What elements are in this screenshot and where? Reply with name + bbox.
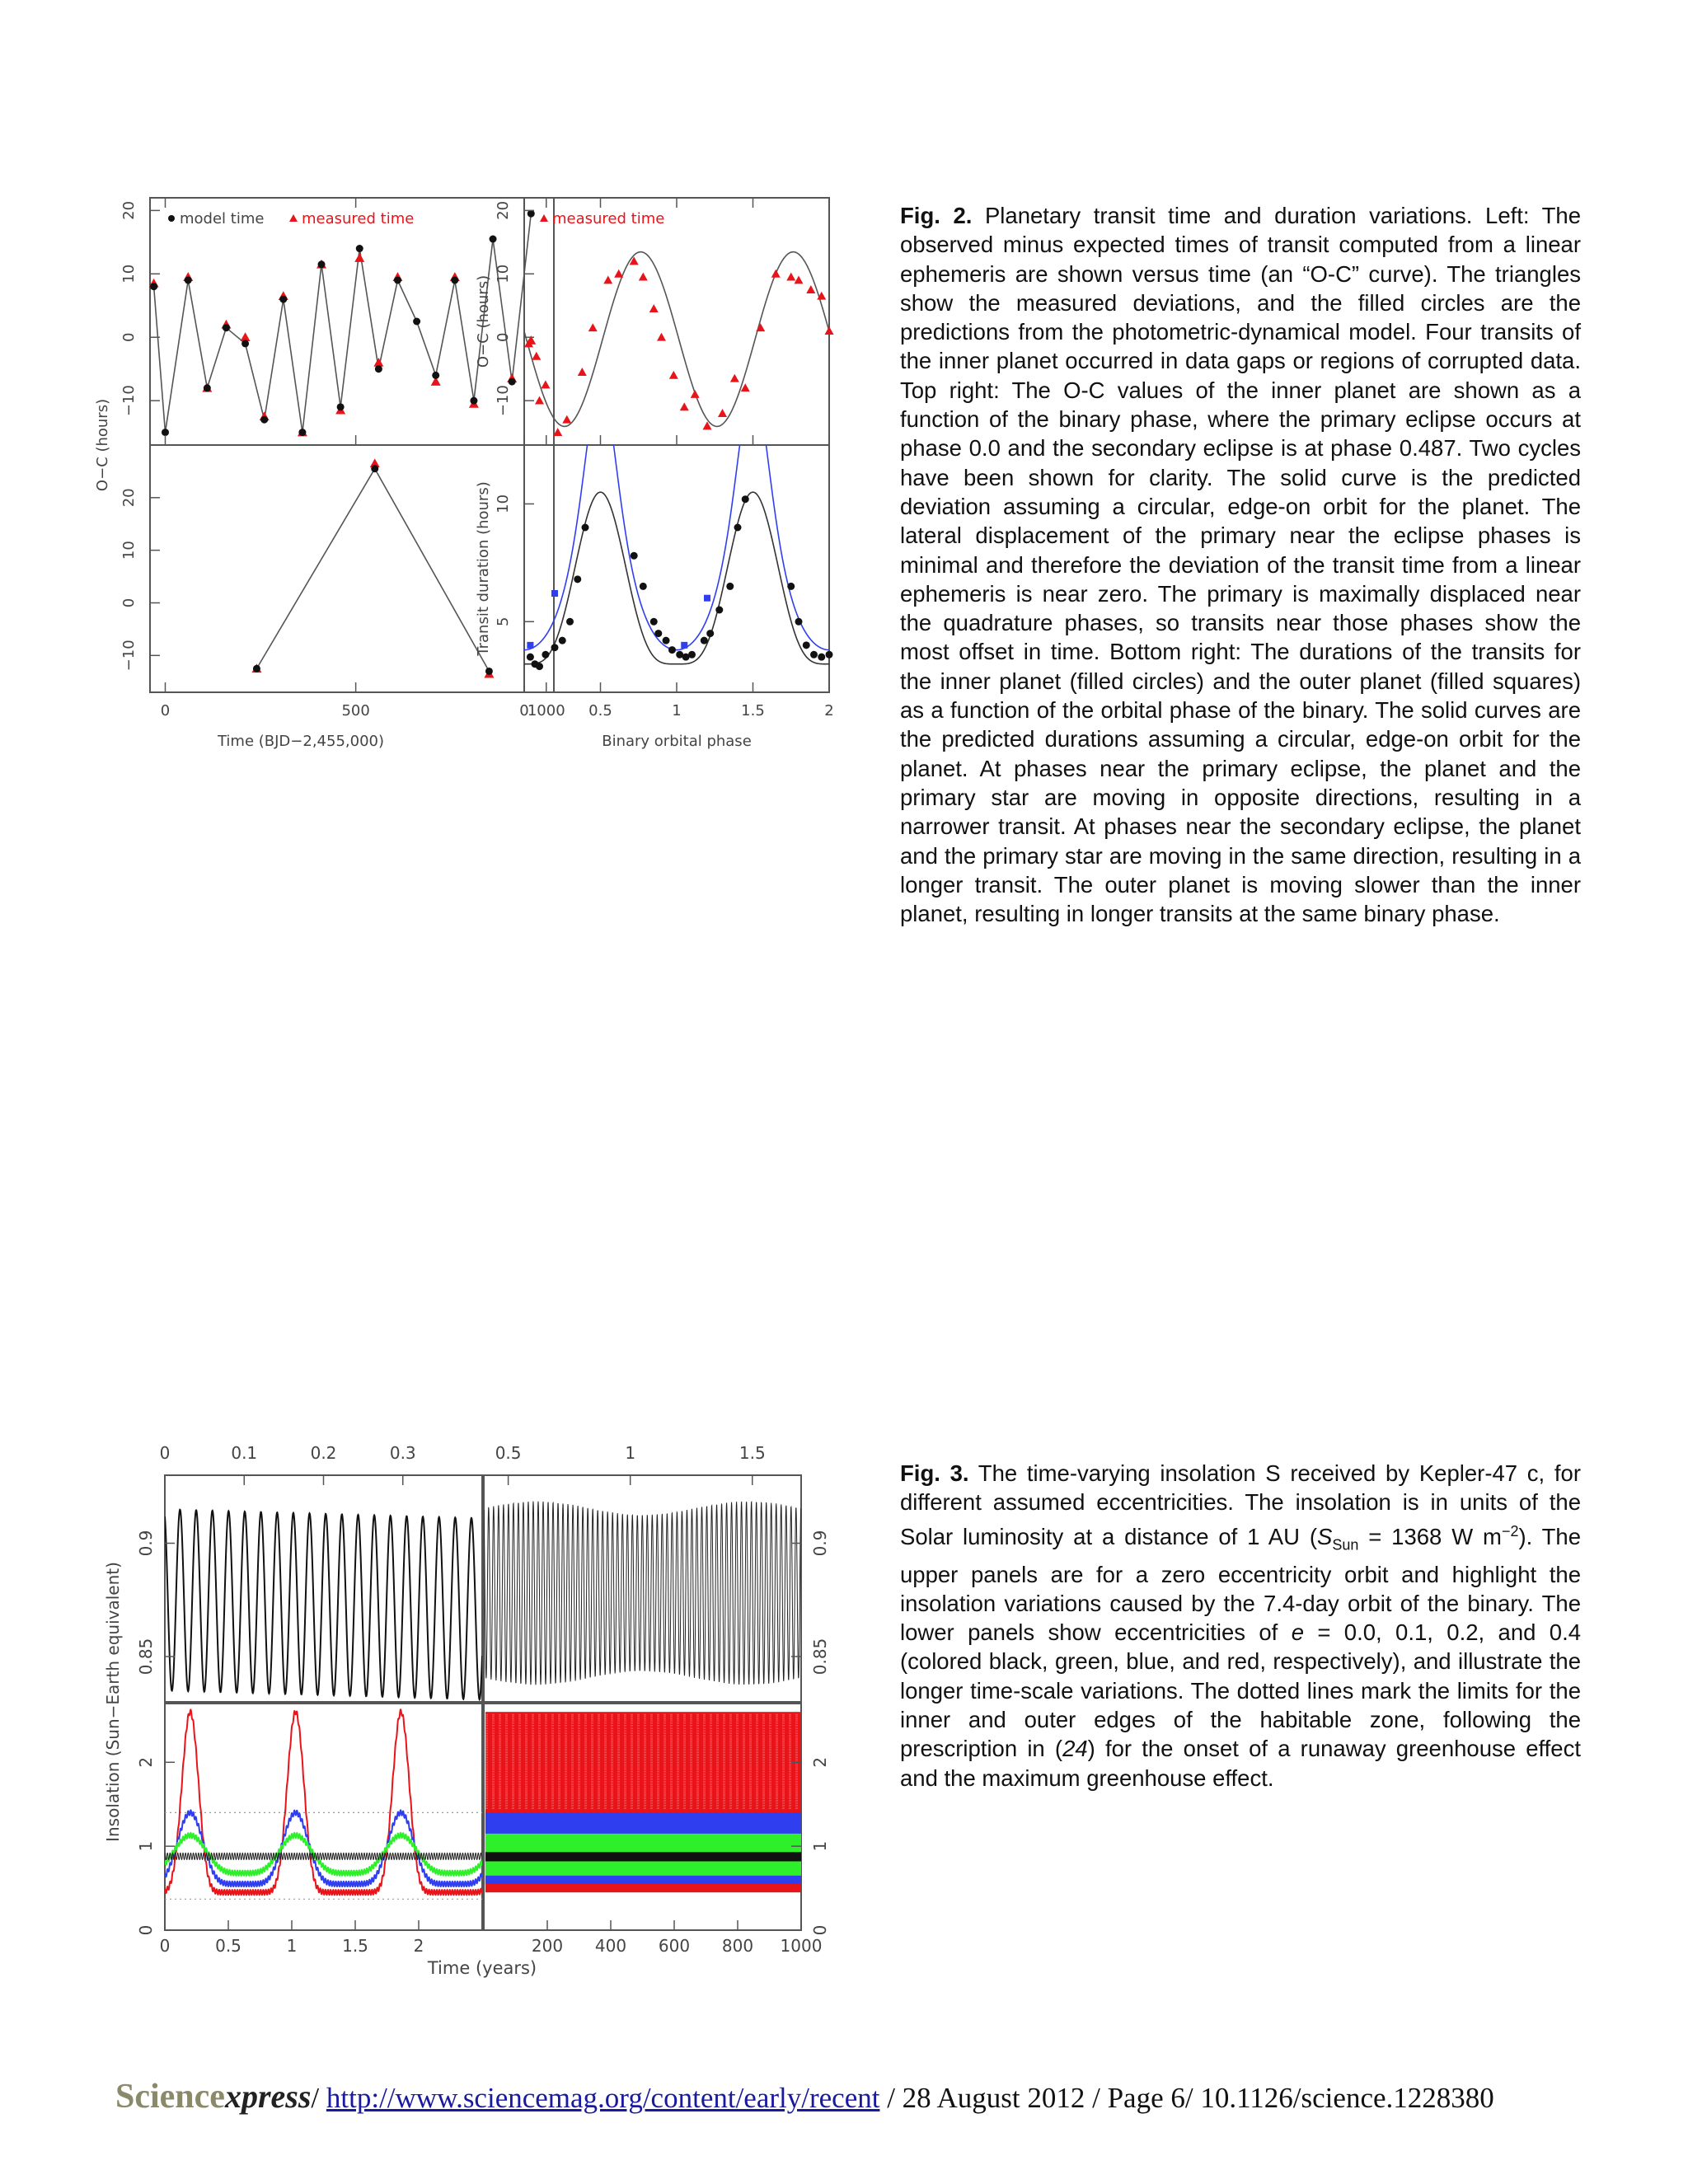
measured-time-marker xyxy=(730,374,739,382)
fig2-right-bottom-ylabel: Transit duration (hours) xyxy=(475,481,492,656)
fig3-caption-text-5: ) for the onset of a runaway greenhouse effect and the maximum greenhouse effect. xyxy=(900,1736,1581,1791)
fig3-xlabel: Time (years) xyxy=(427,1958,537,1978)
x-tick-label: 1000 xyxy=(780,1936,823,1956)
y-tick-label: 20 xyxy=(495,200,512,220)
inner-planet-marker xyxy=(810,651,818,658)
y-tick-label: 0 xyxy=(136,1924,156,1936)
model-time-marker xyxy=(253,665,260,673)
x-tick-label: 1.5 xyxy=(738,1443,766,1463)
fig3-bottom-left-frame xyxy=(165,1704,482,1930)
inner-planet-marker xyxy=(826,651,833,658)
inner-planet-marker xyxy=(663,637,670,644)
fig3-bottom-right-series xyxy=(485,1712,803,1892)
legend-model-marker xyxy=(168,215,175,222)
measured-time-marker xyxy=(614,269,623,278)
fig2-caption xyxy=(900,201,1581,928)
fig3-caption-text-1: The time-varying insolation S received by Kepler-47 c, for different assumed eccentricities. The insolation is in units of the Solar luminosity at a distance of 1 AU ( xyxy=(900,1460,1582,1549)
y-tick-label: 20 xyxy=(120,200,138,220)
footer-rest: / 28 August 2012 / Page 6/ 10.1126/science.1228380 xyxy=(879,2082,1494,2114)
fig3-top-right-series xyxy=(484,1502,801,1685)
clipped-curves xyxy=(524,410,829,664)
x-tick-label: 0.3 xyxy=(389,1443,416,1463)
x-tick-label: 0 xyxy=(159,1936,171,1956)
measured-time-marker xyxy=(786,273,795,281)
inner-planet-marker xyxy=(527,654,534,661)
model-time-marker xyxy=(260,416,268,424)
fig2-caption-label: Fig. 2. xyxy=(900,203,973,228)
brand-express: xpress xyxy=(224,2078,312,2115)
model-time-marker xyxy=(241,340,249,347)
inner-planet-marker xyxy=(706,630,714,637)
y-tick-label: 10 xyxy=(495,494,512,513)
measured-time-marker xyxy=(603,276,612,284)
x-tick-label: 500 xyxy=(341,702,370,719)
model-time-marker xyxy=(279,296,287,303)
fig3-caption-text-2: = 1368 W m xyxy=(1358,1523,1502,1549)
y-tick-label: 5 xyxy=(495,616,512,627)
fig2-right-top-ylabel: O−C (hours) xyxy=(475,274,492,368)
measured-time-marker xyxy=(535,396,544,405)
footer-sep: / xyxy=(311,2082,326,2114)
y-tick-label: 10 xyxy=(120,264,138,284)
inner-planet-duration-curve xyxy=(524,492,829,664)
y-tick-label: 0 xyxy=(120,598,138,608)
inner-planet-marker xyxy=(734,524,742,532)
x-tick-label: 0.1 xyxy=(231,1443,258,1463)
measured-time-marker xyxy=(669,371,678,379)
measured-time-marker xyxy=(532,352,541,360)
fig3-plot xyxy=(99,1434,841,1994)
measured-time-marker xyxy=(588,323,598,331)
fig3-caption xyxy=(900,1459,1581,1793)
measured-time-marker xyxy=(241,332,251,341)
model-time-line xyxy=(256,469,489,672)
measured-time-marker xyxy=(562,415,571,424)
measured-time-marker xyxy=(639,273,648,281)
model-time-marker xyxy=(432,372,439,379)
inner-planet-marker xyxy=(640,583,647,590)
model-time-marker xyxy=(337,403,345,410)
x-tick-label: 400 xyxy=(594,1936,627,1956)
x-tick-label: 800 xyxy=(721,1936,754,1956)
inner-planet-marker xyxy=(542,651,549,658)
measured-time-marker xyxy=(657,333,666,341)
y-tick-label: 0 xyxy=(495,332,512,342)
model-time-marker xyxy=(371,465,378,472)
model-time-marker xyxy=(394,277,401,284)
inner-planet-marker xyxy=(668,646,676,654)
measured-time-marker xyxy=(825,326,834,335)
measured-time-marker xyxy=(806,285,815,293)
model-time-marker xyxy=(356,245,363,252)
fig2-right-top-frame xyxy=(524,198,829,445)
inner-planet-marker xyxy=(650,618,658,626)
x-tick-label: 0.5 xyxy=(495,1443,522,1463)
measured-time-marker xyxy=(630,256,639,265)
footer-url-link[interactable]: http://www.sciencemag.org/content/early/recent xyxy=(326,2082,880,2114)
inner-planet-marker xyxy=(551,644,559,651)
inner-planet-marker xyxy=(631,552,638,560)
measured-time-marker xyxy=(718,409,727,417)
x-tick-label: 0.5 xyxy=(588,702,612,719)
measured-time-marker xyxy=(756,323,765,331)
outer-planet-marker xyxy=(704,595,710,602)
measured-time-marker xyxy=(795,276,804,284)
inner-planet-marker xyxy=(688,651,696,658)
fig3-caption-ref: 24 xyxy=(1062,1736,1088,1762)
fig2-left-ylabel: O−C (hours) xyxy=(94,398,111,492)
y-tick-label: 0.85 xyxy=(136,1638,156,1675)
x-tick-label: 1.5 xyxy=(741,702,765,719)
inner-planet-marker xyxy=(582,524,589,532)
legend-model-label: model time xyxy=(180,210,265,227)
measured-time-marker xyxy=(553,428,562,436)
fig3-caption-label: Fig. 3. xyxy=(900,1460,969,1486)
insolation-e0-dense-line xyxy=(484,1502,801,1685)
outer-planet-marker xyxy=(527,642,533,649)
outer-planet-marker xyxy=(681,642,687,649)
inner-planet-marker xyxy=(742,495,749,503)
y-tick-label-right: 0.9 xyxy=(810,1530,830,1557)
y-tick-label-right: 1 xyxy=(810,1840,830,1852)
y-tick-label-right: 2 xyxy=(810,1756,830,1768)
y-tick-label-right: 0 xyxy=(810,1924,830,1936)
inner-planet-marker xyxy=(803,641,810,649)
measured-time-marker xyxy=(541,380,550,388)
legend-measured-label: measured time xyxy=(302,210,415,227)
fig3-ylabel: Insolation (Sun−Earth equivalent) xyxy=(103,1562,123,1842)
y-tick-label: 10 xyxy=(495,264,512,284)
fig3-bottom-left-series xyxy=(165,1709,482,1899)
fig2-right-xlabel: Binary orbital phase xyxy=(602,733,752,750)
measured-time-marker xyxy=(691,390,700,398)
y-tick-label-right: 0.85 xyxy=(810,1638,830,1675)
measured-time-marker xyxy=(771,269,781,278)
x-tick-label: 0.5 xyxy=(215,1936,241,1956)
x-tick-label: 1 xyxy=(625,1443,636,1463)
band-e=0.0 xyxy=(485,1852,803,1861)
model-time-marker xyxy=(375,365,382,373)
model-time-marker xyxy=(185,277,192,284)
inner-planet-marker xyxy=(818,654,825,661)
y-tick-label: 20 xyxy=(120,488,138,508)
y-tick-label: −10 xyxy=(495,385,512,417)
inner-planet-marker xyxy=(701,637,708,644)
fig3-top-left-frame xyxy=(165,1475,482,1702)
measured-time-marker xyxy=(649,304,659,312)
y-tick-label: 1 xyxy=(136,1840,156,1852)
outer-planet-marker xyxy=(551,590,558,597)
x-tick-label: 0 xyxy=(160,702,171,719)
oc-model-curve xyxy=(524,252,829,427)
model-time-marker xyxy=(204,384,211,391)
fig3-caption-sup: −2 xyxy=(1501,1522,1519,1540)
y-tick-label: 0.9 xyxy=(136,1530,156,1557)
inner-planet-marker xyxy=(574,575,581,583)
brand-science: Science xyxy=(115,2078,225,2116)
x-tick-label: 1 xyxy=(286,1936,298,1956)
measured-time-marker xyxy=(578,368,587,376)
y-tick-label: 10 xyxy=(120,541,138,560)
x-tick-label: 2 xyxy=(824,702,834,719)
model-time-marker xyxy=(150,283,157,290)
insolation-e0-line xyxy=(165,1853,482,1859)
fig3-caption-e: e xyxy=(1291,1619,1304,1646)
fig3-top-left-series xyxy=(165,1510,482,1699)
fig2-caption-text: Planetary transit time and duration variations. Left: The observed minus expected times of transit computed from a linear ephemeris are shown versus time (an “O-C” curve). The triangles show the measured deviations, and the filled circles are the predictions from the photometric-dynamical model. Four transits of the inner planet occurred in data gaps or regions of corrupted data. Top right: The O-C values of the inner planet are shown as a function of the binary phase, where the primary eclipse occurs at phase 0.0 and the secondary eclipse is at phase 0.487. Two cycles have been shown for clarity. The solid curve is the predicted deviation assuming a circular, edge-on orbit for the planet. The lateral displacement of the primary near the eclipse phases is minimal and therefore the deviation of the transit time from a linear ephemeris is near zero. The primary is maximally displaced near the quadrature phases, so transits near those phases show the most offset in time. Bottom right: The durations of the transits for the inner planet (filled circles) and the outer planet (filled squares) as a function of the orbital phase of the binary. The solid curves are the predicted durations assuming a circular, edge-on orbit for the planet. At phases near the primary eclipse, the planet and the primary star are moving in opposite directions, resulting in a narrower transit. At phases near the secondary eclipse, the planet and the primary star are moving in the same direction, resulting in a longer transit. The outer planet is moving slower than the inner planet, resulting in longer transits at the same binary phase. xyxy=(900,203,1581,927)
inner-planet-marker xyxy=(715,607,723,614)
y-tick-label: 2 xyxy=(136,1756,156,1768)
x-tick-label: 1.5 xyxy=(342,1936,368,1956)
measured-time-marker xyxy=(354,253,364,262)
model-time-marker xyxy=(162,429,169,436)
inner-planet-marker xyxy=(787,583,795,590)
x-tick-label: 200 xyxy=(531,1936,564,1956)
fig3-caption-s: S xyxy=(1317,1523,1333,1549)
x-tick-label: 600 xyxy=(658,1936,691,1956)
y-tick-label: −10 xyxy=(120,385,138,417)
inner-planet-marker xyxy=(536,663,543,670)
fig3-caption-sub: Sun xyxy=(1332,1536,1359,1554)
inner-planet-marker xyxy=(726,583,734,590)
inner-planet-marker xyxy=(559,637,566,644)
inner-planet-marker xyxy=(795,618,803,626)
x-tick-label: 1 xyxy=(672,702,682,719)
fig3-caption-text-4: = 0.0, 0.1, 0.2, and 0.4 (colored black, green, blue, and red, respectively), and illustrate the longer time-scale variations. The dotted lines mark the limits for the inner and outer edges of the habitable zone, following the prescription in ( xyxy=(900,1619,1582,1762)
x-tick-label: 0 xyxy=(159,1443,171,1463)
insolation-e02-line xyxy=(165,1810,482,1886)
legend-measured-label: measured time xyxy=(552,210,665,227)
legend-measured-marker xyxy=(540,214,548,222)
x-tick-label: 2 xyxy=(413,1936,424,1956)
inner-planet-marker xyxy=(566,618,574,626)
y-tick-label: −10 xyxy=(120,640,138,672)
model-time-marker xyxy=(451,277,458,284)
inner-planet-marker xyxy=(654,630,662,637)
insolation-e0-line xyxy=(165,1510,482,1699)
model-time-marker xyxy=(298,429,306,436)
model-time-marker xyxy=(318,260,326,268)
x-tick-label: 0.2 xyxy=(310,1443,337,1463)
measured-time-marker xyxy=(373,358,383,367)
fig2-left-xlabel: Time (BJD−2,455,000) xyxy=(217,733,385,750)
measured-time-marker xyxy=(524,339,533,347)
x-tick-label: 1000 xyxy=(527,702,565,719)
legend-measured-marker xyxy=(289,214,298,222)
model-time-marker xyxy=(223,324,230,331)
footer xyxy=(115,2077,1599,2116)
measured-time-marker xyxy=(680,402,689,410)
fig2-right-plot xyxy=(470,190,849,766)
fig3-caption-text-3: ). The upper panels are for a zero eccentricity orbit and highlight the insolation variations caused by the 7.4-day orbit of the binary. The lower panels show eccentricities of xyxy=(900,1523,1582,1646)
x-tick-label: 0 xyxy=(519,702,529,719)
y-tick-label: 0 xyxy=(120,332,138,342)
model-time-marker xyxy=(413,318,420,326)
